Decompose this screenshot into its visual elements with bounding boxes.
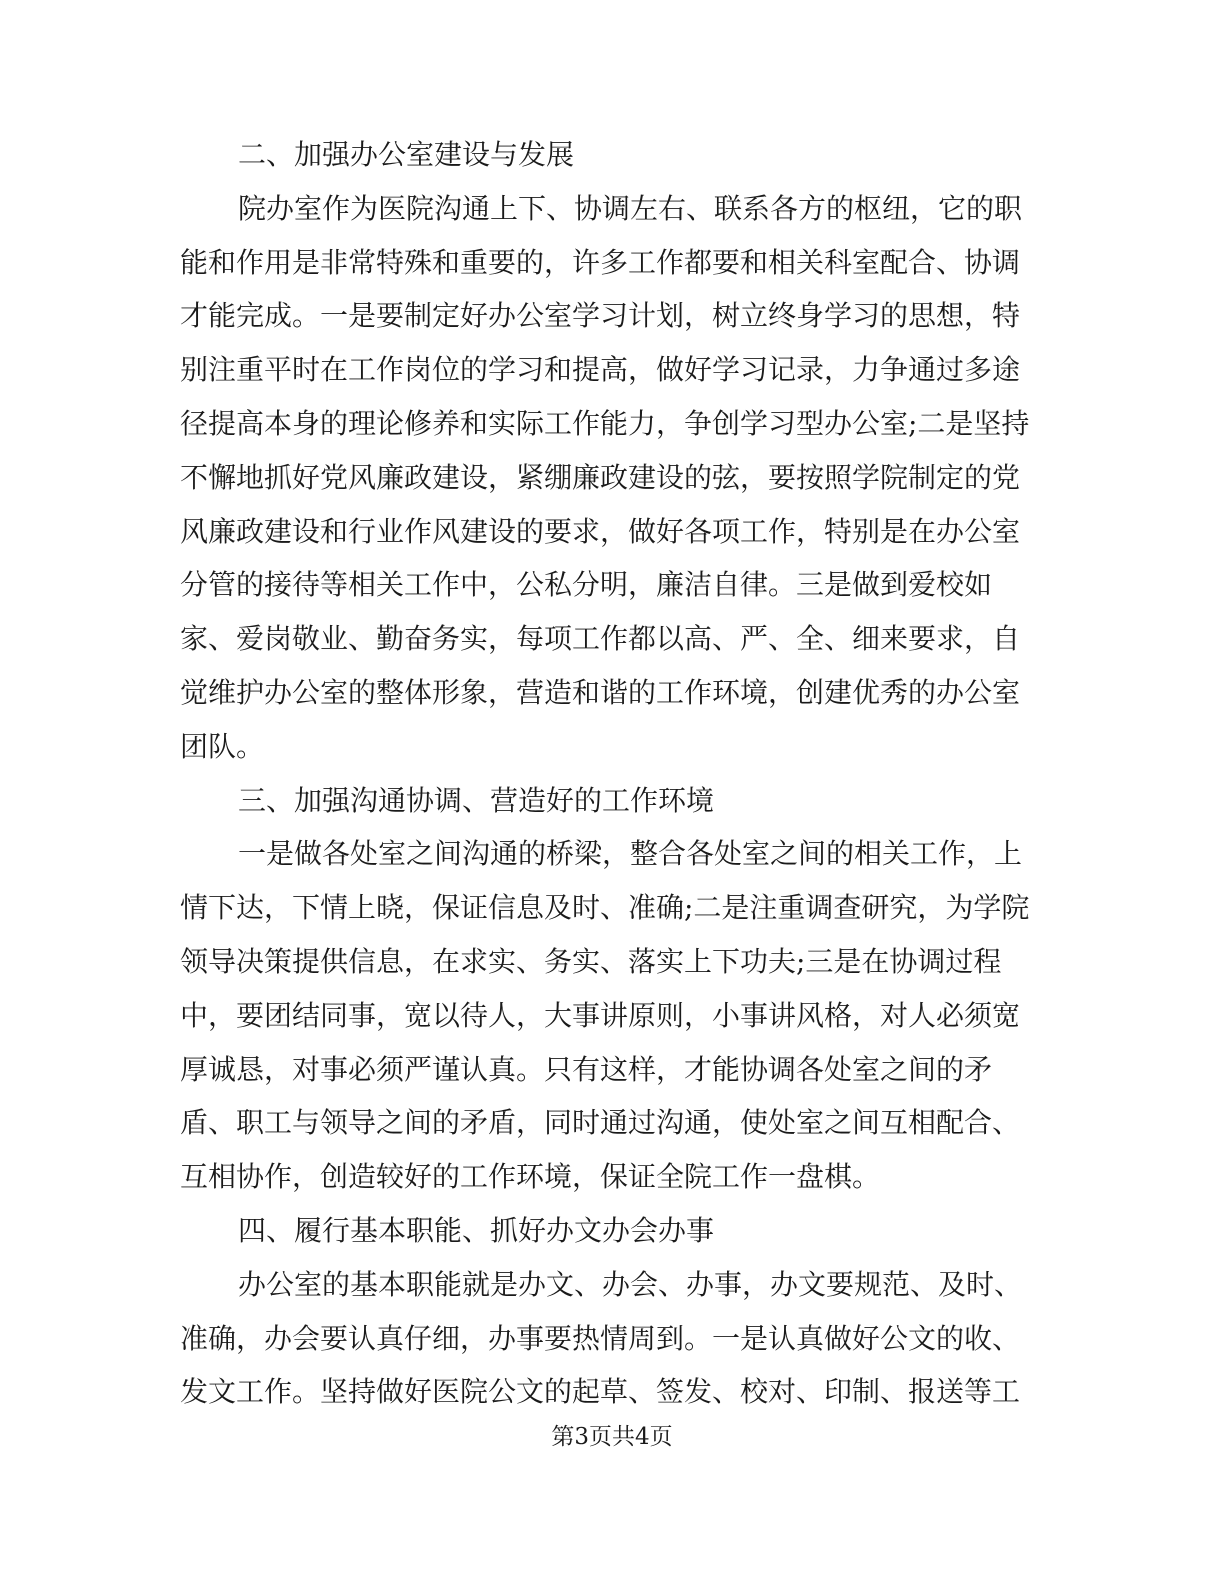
paragraph-line: 一是做各处室之间沟通的桥梁，整合各处室之间的相关工作，上	[238, 837, 1023, 871]
section-heading-4: 四、履行基本职能、抓好办文办会办事	[238, 1213, 715, 1247]
paragraph-line: 准确，办会要认真仔细，办事要热情周到。一是认真做好公文的收、	[180, 1321, 1021, 1355]
paragraph-line: 团队。	[180, 729, 265, 763]
paragraph-line: 盾、职工与领导之间的矛盾，同时通过沟通，使处室之间互相配合、	[180, 1106, 1021, 1140]
paragraph-line: 风廉政建设和行业作风建设的要求，做好各项工作，特别是在办公室	[180, 514, 1021, 548]
paragraph-line: 径提高本身的理论修养和实际工作能力，争创学习型办公室;二是坚持	[180, 406, 1030, 440]
section-heading-3: 三、加强沟通协调、营造好的工作环境	[238, 783, 715, 817]
paragraph-line: 领导决策提供信息，在求实、务实、落实上下功夫;三是在协调过程	[180, 944, 1002, 978]
section-heading-2: 二、加强办公室建设与发展	[238, 138, 575, 171]
paragraph-line: 觉维护办公室的整体形象，营造和谐的工作环境，创建优秀的办公室	[180, 675, 1021, 709]
page-number-footer: 第3页共4页	[551, 1424, 673, 1450]
paragraph-line: 互相协作，创造较好的工作环境，保证全院工作一盘棋。	[180, 1160, 881, 1194]
paragraph-line: 中，要团结同事，宽以待人，大事讲原则，小事讲风格，对人必须宽	[180, 998, 1021, 1032]
paragraph-line: 能和作用是非常特殊和重要的，许多工作都要和相关科室配合、协调	[180, 245, 1021, 279]
paragraph-line: 办公室的基本职能就是办文、办会、办事，办文要规范、及时、	[238, 1267, 1023, 1301]
paragraph-line: 情下达，下情上晓，保证信息及时、准确;二是注重调查研究，为学院	[180, 891, 1030, 925]
paragraph-line: 厚诚恳，对事必须严谨认真。只有这样，才能协调各处室之间的矛	[180, 1052, 993, 1086]
paragraph-line: 发文工作。坚持做好医院公文的起草、签发、校对、印制、报送等工	[180, 1375, 1021, 1409]
paragraph-line: 不懈地抓好党风廉政建设，紧绷廉政建设的弦，要按照学院制定的党	[180, 460, 1021, 494]
paragraph-line: 分管的接待等相关工作中，公私分明，廉洁自律。三是做到爱校如	[180, 568, 993, 602]
paragraph-line: 家、爱岗敬业、勤奋务实，每项工作都以高、严、全、细来要求，自	[180, 622, 1021, 656]
document-body	[180, 128, 1030, 1419]
paragraph-line: 才能完成。一是要制定好办公室学习计划，树立终身学习的思想，特	[180, 299, 1021, 333]
paragraph-line: 院办室作为医院沟通上下、协调左右、联系各方的枢纽，它的职	[238, 191, 1023, 225]
paragraph-line: 别注重平时在工作岗位的学习和提高，做好学习记录，力争通过多途	[180, 353, 1021, 387]
